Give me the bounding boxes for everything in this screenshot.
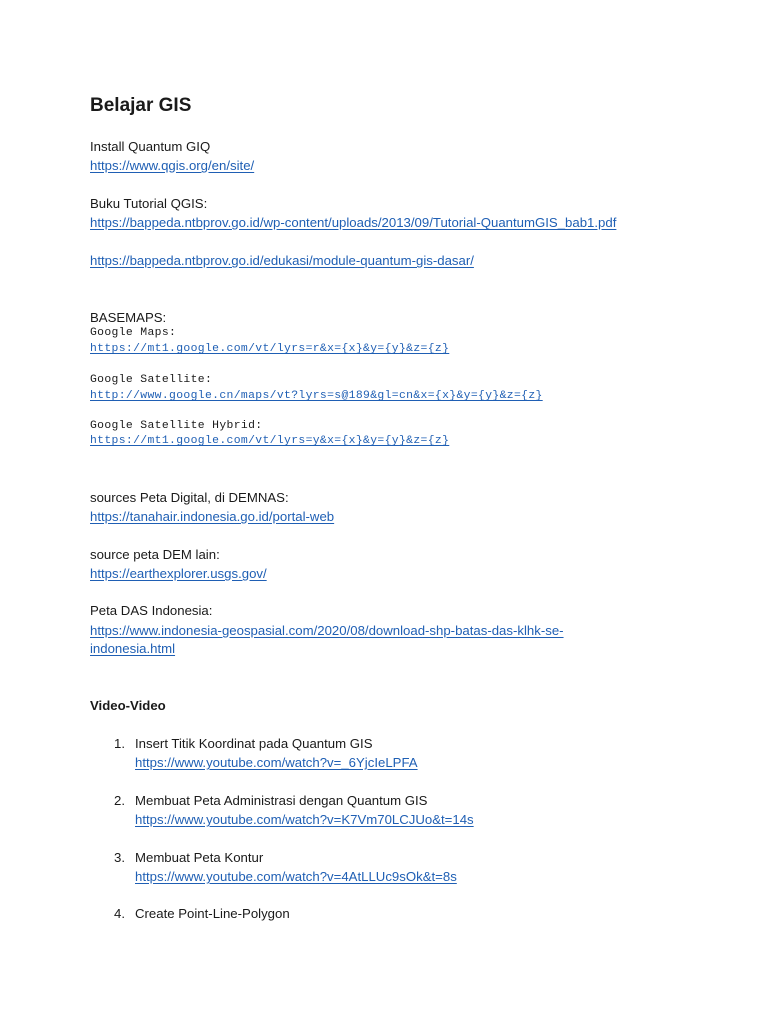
demnas-link[interactable]: https://tanahair.indonesia.go.id/portal-web [90, 509, 335, 524]
basemap-url-google-satellite[interactable]: http://www.google.cn/maps/vt?lyrs=s@189&gl=cn&x={x}&y={y}&z={z} [90, 390, 543, 402]
basemap-name-google-maps: Google Maps: [90, 327, 177, 339]
basemaps-label: BASEMAPS: [90, 310, 167, 325]
earthexplorer-link[interactable]: https://earthexplorer.usgs.gov/ [90, 566, 267, 581]
basemap-name-google-satellite: Google Satellite: [90, 374, 213, 386]
das-label: Peta DAS Indonesia: [90, 603, 213, 618]
videos-heading: Video-Video [90, 698, 166, 713]
tutorial-pdf-link[interactable]: https://bappeda.ntbprov.go.id/wp-content/uploads/2013/09/Tutorial-QuantumGIS_bab1.pdf [90, 215, 617, 230]
video-link[interactable]: https://www.youtube.com/watch?v=_6YjcIeLPFA [135, 755, 418, 770]
dem-label: source peta DEM lain: [90, 547, 220, 562]
video-title: Membuat Peta Kontur [135, 850, 264, 865]
video-title: Insert Titik Koordinat pada Quantum GIS [135, 736, 373, 751]
list-item-number: 3. [114, 850, 125, 865]
video-title: Create Point-Line-Polygon [135, 906, 290, 921]
das-link-line2[interactable]: indonesia.html [90, 641, 176, 656]
das-link-line1[interactable]: https://www.indonesia-geospasial.com/2020/08/download-shp-batas-das-klhk-se- [90, 623, 564, 638]
qgis-site-link[interactable]: https://www.qgis.org/en/site/ [90, 158, 255, 173]
list-item-number: 1. [114, 736, 125, 751]
page-title: Belajar GIS [90, 95, 192, 116]
video-link[interactable]: https://www.youtube.com/watch?v=K7Vm70LCJUo&t=14s [135, 812, 474, 827]
basemap-url-google-hybrid[interactable]: https://mt1.google.com/vt/lyrs=y&x={x}&y={y}&z={z} [90, 435, 450, 447]
list-item-number: 2. [114, 793, 125, 808]
tutorial-label: Buku Tutorial QGIS: [90, 196, 208, 211]
tutorial-module-link[interactable]: https://bappeda.ntbprov.go.id/edukasi/module-quantum-gis-dasar/ [90, 253, 474, 268]
basemap-name-google-hybrid: Google Satellite Hybrid: [90, 420, 263, 432]
video-title: Membuat Peta Administrasi dengan Quantum GIS [135, 793, 428, 808]
install-label: Install Quantum GIQ [90, 139, 211, 154]
video-link[interactable]: https://www.youtube.com/watch?v=4AtLLUc9sOk&t=8s [135, 869, 457, 884]
basemap-url-google-maps[interactable]: https://mt1.google.com/vt/lyrs=r&x={x}&y={y}&z={z} [90, 343, 450, 355]
demnas-label: sources Peta Digital, di DEMNAS: [90, 490, 289, 505]
list-item-number: 4. [114, 906, 125, 921]
